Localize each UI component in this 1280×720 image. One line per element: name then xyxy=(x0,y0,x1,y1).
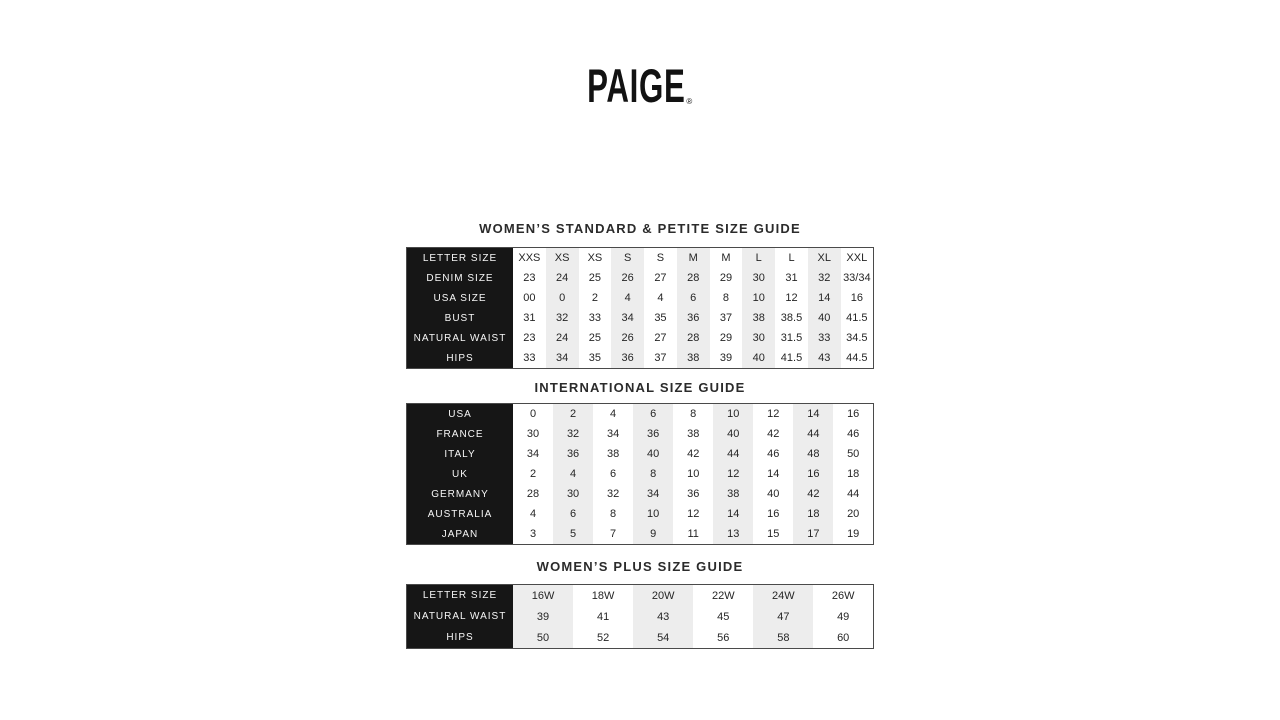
row-label: USA xyxy=(407,404,514,425)
size-value-cell: 16 xyxy=(847,408,860,420)
size-value-cell: 3 xyxy=(529,528,537,540)
size-value-cell: 7 xyxy=(610,528,617,540)
size-value-cell: 38 xyxy=(677,348,710,369)
size-value-cell: 42 xyxy=(687,448,700,460)
size-value-cell: 35 xyxy=(588,352,602,364)
size-guide-table xyxy=(406,247,874,369)
size-value-cell: 45 xyxy=(717,610,730,623)
size-value-cell: M xyxy=(721,252,731,264)
size-value-cell: 0 xyxy=(546,288,579,308)
size-value-cell: 26 xyxy=(611,328,644,348)
table-row xyxy=(407,627,874,649)
row-label: AUSTRALIA xyxy=(407,504,514,524)
table-row xyxy=(407,484,874,504)
size-value-cell: 8 xyxy=(722,292,730,304)
size-value-cell: 9 xyxy=(633,524,673,545)
size-value-cell: 44 xyxy=(847,488,860,500)
size-value-cell: 36 xyxy=(611,348,644,369)
size-value-cell: 44 xyxy=(793,424,833,444)
size-value-cell: 36 xyxy=(677,308,710,328)
size-value-cell: 20W xyxy=(633,585,693,607)
size-value-cell: 40 xyxy=(808,308,841,328)
size-value-cell: 12 xyxy=(767,408,780,420)
table-row xyxy=(407,444,874,464)
size-value-cell: 27 xyxy=(654,332,667,344)
size-value-cell: 48 xyxy=(793,444,833,464)
size-value-cell: 36 xyxy=(687,488,700,500)
size-value-cell: 25 xyxy=(588,272,602,284)
size-value-cell: 41 xyxy=(596,610,610,623)
size-value-cell: 6 xyxy=(633,404,673,425)
size-value-cell: 12 xyxy=(713,464,753,484)
size-value-cell: 4 xyxy=(611,288,644,308)
table-row xyxy=(407,606,874,627)
size-value-cell: 25 xyxy=(588,332,602,344)
size-value-cell: 14 xyxy=(713,504,753,524)
size-value-cell: 37 xyxy=(654,352,667,364)
size-value-cell: 14 xyxy=(808,288,841,308)
size-value-cell: 24 xyxy=(546,268,579,288)
size-value-cell: 58 xyxy=(753,627,813,649)
size-value-cell: 28 xyxy=(526,488,540,500)
size-guides-section xyxy=(406,222,874,649)
size-value-cell: 28 xyxy=(677,268,710,288)
size-guide-title: INTERNATIONAL SIZE GUIDE xyxy=(534,380,746,395)
row-label: NATURAL WAIST xyxy=(407,328,514,348)
size-guide-title: WOMEN’S STANDARD & PETITE SIZE GUIDE xyxy=(479,221,801,236)
size-value-cell: 34 xyxy=(633,484,673,504)
size-value-cell: 4 xyxy=(610,408,617,420)
size-value-cell: 43 xyxy=(808,348,841,369)
size-value-cell: 26W xyxy=(831,589,855,602)
size-value-cell: 38 xyxy=(687,428,700,440)
size-guide-title: WOMEN’S PLUS SIZE GUIDE xyxy=(536,559,744,574)
table-row xyxy=(407,308,874,328)
row-label: GERMANY xyxy=(407,484,514,504)
table-row xyxy=(407,348,874,369)
size-value-cell: 26 xyxy=(611,268,644,288)
size-value-cell: 2 xyxy=(591,292,598,304)
table-row xyxy=(407,464,874,484)
size-value-cell: 8 xyxy=(610,508,617,520)
size-value-cell: 20 xyxy=(847,508,860,520)
size-value-cell: 14 xyxy=(767,468,780,480)
size-value-cell: 34 xyxy=(611,308,644,328)
size-value-cell: 10 xyxy=(633,504,673,524)
size-value-cell: 0 xyxy=(529,408,537,420)
brand-logo-text: PAIGE xyxy=(586,59,686,113)
table-row xyxy=(407,524,874,545)
size-value-cell: 39 xyxy=(513,606,573,627)
size-value-cell: 32 xyxy=(606,488,620,500)
size-value-cell: 8 xyxy=(690,408,697,420)
size-value-cell: 24 xyxy=(546,328,579,348)
size-value-cell: 37 xyxy=(719,312,733,324)
size-value-cell: 38 xyxy=(742,308,775,328)
size-value-cell: 30 xyxy=(742,328,775,348)
size-value-cell: 29 xyxy=(719,272,733,284)
size-value-cell: 19 xyxy=(847,528,860,540)
row-label: ITALY xyxy=(407,444,514,464)
size-value-cell: 46 xyxy=(767,448,780,460)
size-value-cell: 22W xyxy=(711,589,735,602)
size-value-cell: XL xyxy=(808,248,841,269)
size-value-cell: 4 xyxy=(553,464,593,484)
row-label: LETTER SIZE xyxy=(407,585,514,607)
size-value-cell: 23 xyxy=(523,272,536,284)
size-value-cell: 18W xyxy=(591,589,615,602)
size-value-cell: 39 xyxy=(719,352,733,364)
size-value-cell: 49 xyxy=(837,610,850,623)
size-value-cell: L xyxy=(788,252,795,264)
row-label: NATURAL WAIST xyxy=(407,606,514,627)
size-value-cell: XS xyxy=(587,252,603,264)
size-value-cell: 11 xyxy=(687,528,699,540)
size-value-cell: 17 xyxy=(793,524,833,545)
size-value-cell: L xyxy=(742,248,775,269)
size-value-cell: 33 xyxy=(523,352,536,364)
size-value-cell: 30 xyxy=(553,484,593,504)
size-value-cell: 42 xyxy=(767,428,780,440)
size-value-cell: 34 xyxy=(546,348,579,369)
size-value-cell: XXL xyxy=(846,252,868,264)
size-value-cell: 47 xyxy=(753,606,813,627)
size-value-cell: XS xyxy=(546,248,579,269)
table-row xyxy=(407,404,874,425)
size-value-cell: 15 xyxy=(767,528,780,540)
row-label: HIPS xyxy=(407,348,514,369)
size-value-cell: M xyxy=(677,248,710,269)
size-value-cell: 18 xyxy=(793,504,833,524)
table-row xyxy=(407,585,874,607)
size-value-cell: 36 xyxy=(553,444,593,464)
size-value-cell: 24W xyxy=(753,585,813,607)
size-value-cell: 00 xyxy=(523,292,536,304)
row-label: HIPS xyxy=(407,627,514,649)
table-row xyxy=(407,424,874,444)
size-value-cell: 31.5 xyxy=(780,332,803,344)
size-value-cell: 38 xyxy=(606,448,620,460)
size-guide-table xyxy=(406,403,874,545)
size-value-cell: XXS xyxy=(518,252,541,264)
table-row xyxy=(407,268,874,288)
size-value-cell: 34 xyxy=(606,428,620,440)
size-value-cell: 44 xyxy=(713,444,753,464)
row-label: BUST xyxy=(407,308,514,328)
size-value-cell: 6 xyxy=(553,504,593,524)
size-value-cell: 10 xyxy=(713,404,753,425)
size-value-cell: 8 xyxy=(633,464,673,484)
size-value-cell: 28 xyxy=(677,328,710,348)
size-value-cell: 41.5 xyxy=(780,352,803,364)
size-value-cell: 33 xyxy=(808,328,841,348)
size-value-cell: 33 xyxy=(588,312,602,324)
size-value-cell: 23 xyxy=(523,332,536,344)
size-value-cell: 38.5 xyxy=(780,312,803,324)
size-value-cell: 2 xyxy=(553,404,593,425)
size-value-cell: 60 xyxy=(837,631,850,644)
size-value-cell: 40 xyxy=(633,444,673,464)
size-value-cell: 40 xyxy=(713,424,753,444)
size-value-cell: 10 xyxy=(742,288,775,308)
size-value-cell: 29 xyxy=(719,332,733,344)
size-value-cell: 10 xyxy=(687,468,700,480)
size-value-cell: 43 xyxy=(633,606,693,627)
size-value-cell: 38 xyxy=(713,484,753,504)
size-value-cell: 56 xyxy=(717,631,730,644)
size-value-cell: 27 xyxy=(654,272,667,284)
size-value-cell: 34 xyxy=(526,448,540,460)
size-value-cell: 2 xyxy=(529,468,537,480)
size-value-cell: 35 xyxy=(654,312,667,324)
table-row xyxy=(407,288,874,308)
size-value-cell: 6 xyxy=(677,288,710,308)
size-value-cell: 42 xyxy=(793,484,833,504)
size-value-cell: 5 xyxy=(553,524,593,545)
size-value-cell: 6 xyxy=(610,468,617,480)
size-value-cell: 50 xyxy=(513,627,573,649)
size-value-cell: 54 xyxy=(633,627,693,649)
size-value-cell: 16 xyxy=(767,508,780,520)
size-value-cell: 44.5 xyxy=(846,352,868,364)
size-value-cell: 30 xyxy=(526,428,540,440)
size-value-cell: 52 xyxy=(596,631,610,644)
row-label: JAPAN xyxy=(407,524,514,545)
registered-trademark-icon: ® xyxy=(686,97,693,106)
size-value-cell: 16 xyxy=(793,464,833,484)
size-value-cell: 13 xyxy=(713,524,753,545)
row-label: FRANCE xyxy=(407,424,514,444)
row-label: DENIM SIZE xyxy=(407,268,514,288)
size-value-cell: 32 xyxy=(808,268,841,288)
brand-logo xyxy=(0,59,1280,113)
size-value-cell: 40 xyxy=(767,488,780,500)
table-row xyxy=(407,248,874,269)
size-value-cell: 40 xyxy=(742,348,775,369)
size-value-cell: 16W xyxy=(513,585,573,607)
size-value-cell: 4 xyxy=(529,508,537,520)
size-value-cell: 14 xyxy=(793,404,833,425)
size-value-cell: 31 xyxy=(523,312,536,324)
size-value-cell: S xyxy=(611,248,644,269)
row-label: USA SIZE xyxy=(407,288,514,308)
size-value-cell: 50 xyxy=(847,448,860,460)
size-value-cell: 12 xyxy=(687,508,700,520)
size-value-cell: 34.5 xyxy=(846,332,868,344)
size-value-cell: 31 xyxy=(785,272,798,284)
size-value-cell: 4 xyxy=(657,292,664,304)
size-value-cell: 32 xyxy=(553,424,593,444)
size-value-cell: 12 xyxy=(785,292,798,304)
size-value-cell: 41.5 xyxy=(846,312,868,324)
size-value-cell: 16 xyxy=(850,292,863,304)
row-label: LETTER SIZE xyxy=(407,248,514,269)
size-value-cell: 32 xyxy=(546,308,579,328)
row-label: UK xyxy=(407,464,514,484)
size-value-cell: S xyxy=(656,252,665,264)
size-guide-table xyxy=(406,584,874,649)
size-value-cell: 33/34 xyxy=(843,272,871,284)
size-value-cell: 46 xyxy=(847,428,860,440)
size-value-cell: 36 xyxy=(633,424,673,444)
table-row xyxy=(407,328,874,348)
size-value-cell: 18 xyxy=(847,468,860,480)
table-row xyxy=(407,504,874,524)
size-value-cell: 30 xyxy=(742,268,775,288)
